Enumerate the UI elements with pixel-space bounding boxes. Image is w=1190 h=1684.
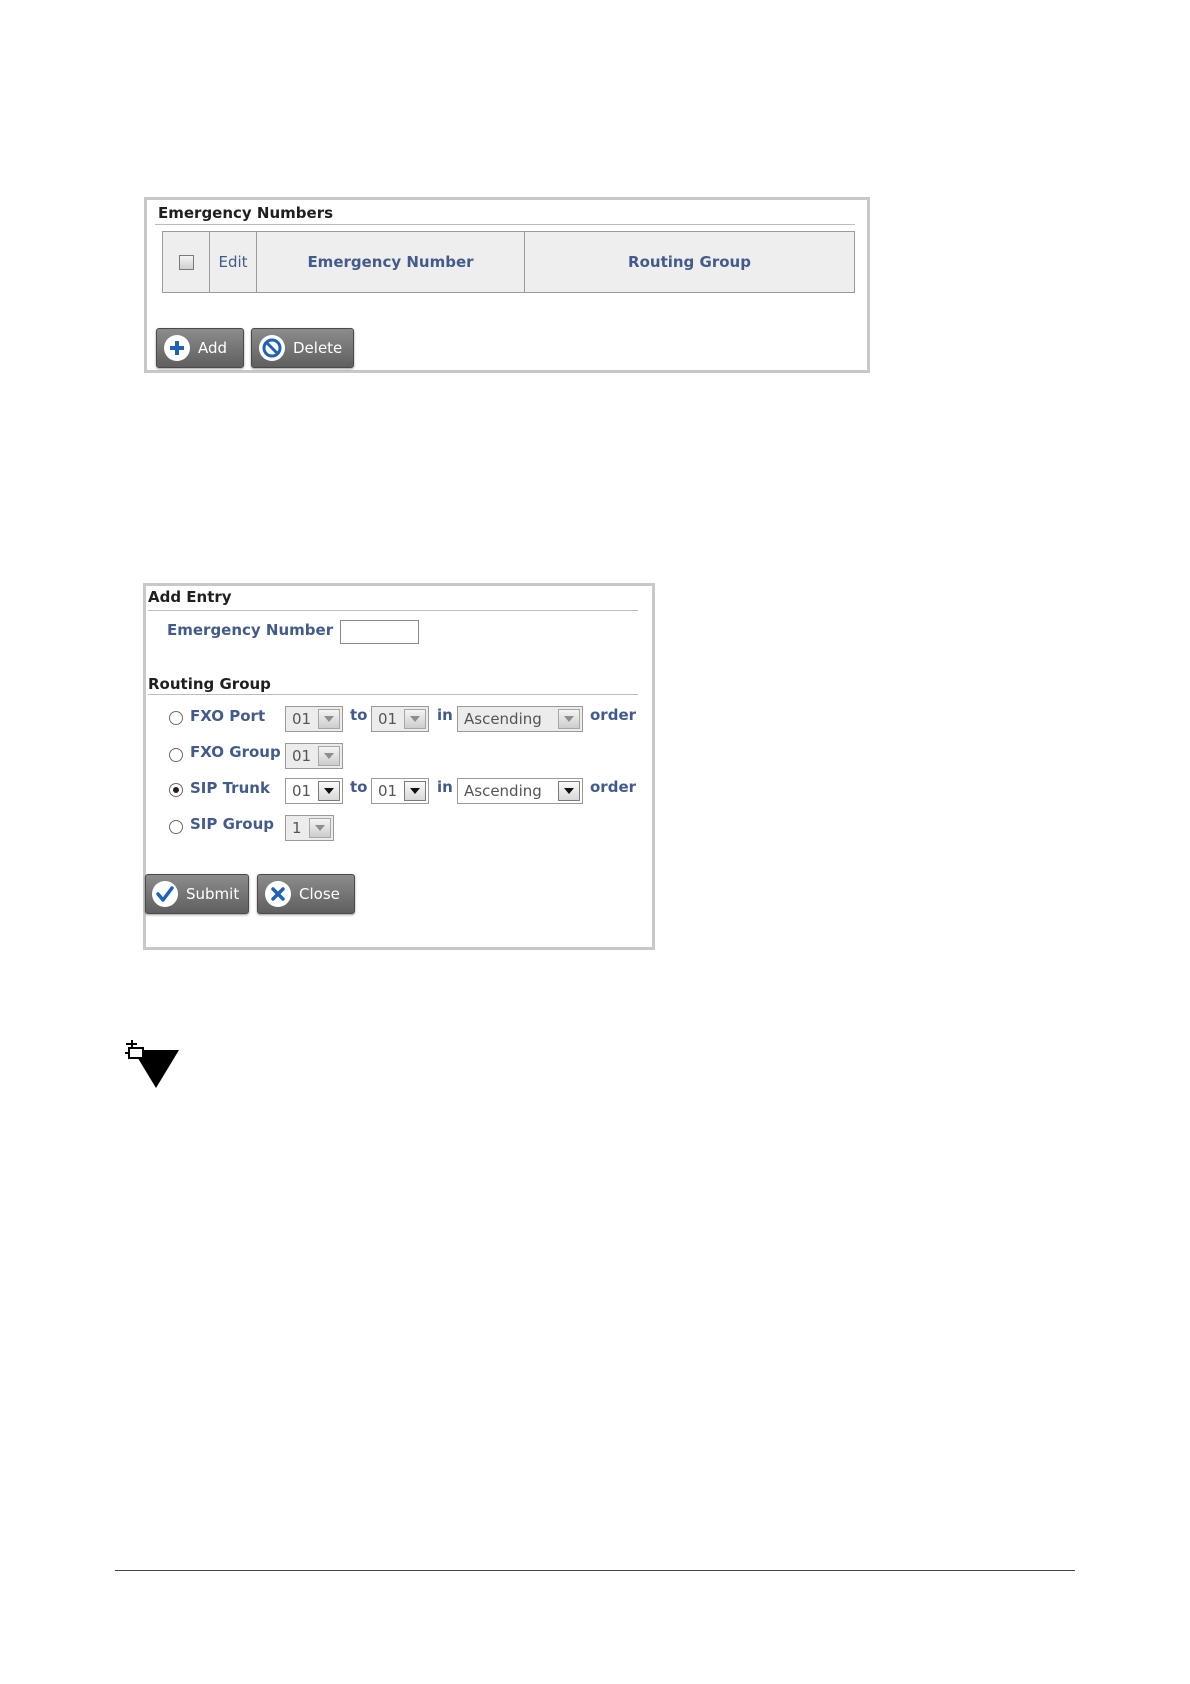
sip-trunk-from-select[interactable]	[285, 778, 343, 804]
delete-button[interactable]	[251, 328, 354, 368]
order-text: order	[590, 706, 637, 724]
fxo-port-from-select[interactable]	[285, 706, 343, 732]
fxo-port-label: FXO Port	[190, 707, 266, 725]
select-all-cell	[163, 232, 210, 292]
footer-divider	[115, 1570, 1075, 1571]
fxo-port-to-select[interactable]	[371, 706, 429, 732]
routing-group-title: Routing Group	[148, 675, 271, 693]
sip-group-select[interactable]	[285, 815, 334, 841]
add-entry-divider	[148, 610, 638, 611]
to-text: to	[350, 706, 368, 724]
close-button-label: Close	[299, 885, 340, 903]
sip-trunk-order-select[interactable]	[457, 778, 583, 804]
checkmark-icon	[152, 881, 178, 907]
chevron-down-icon	[318, 709, 340, 729]
sip-trunk-to-select[interactable]	[371, 778, 429, 804]
chevron-down-icon	[558, 709, 580, 729]
emergency-numbers-panel	[144, 197, 870, 373]
submit-button-label: Submit	[186, 885, 240, 903]
routing-group-divider	[148, 694, 638, 695]
add-button-label: Add	[198, 339, 228, 357]
select-value: 01	[292, 710, 312, 728]
fxo-group-select[interactable]	[285, 743, 343, 769]
select-value: 01	[292, 782, 312, 800]
chevron-down-icon	[404, 781, 426, 801]
x-icon	[265, 881, 291, 907]
submit-button[interactable]	[145, 874, 249, 914]
add-entry-panel	[143, 583, 655, 950]
select-value: 1	[292, 819, 302, 837]
panel-title: Emergency Numbers	[158, 204, 334, 222]
emergency-numbers-table	[162, 231, 855, 293]
fxo-group-radio[interactable]	[169, 748, 183, 762]
note-icon	[123, 1040, 181, 1092]
chevron-down-icon	[558, 781, 580, 801]
select-value: Ascending	[464, 782, 542, 800]
fxo-group-label: FXO Group	[190, 743, 281, 761]
checkbox-icon[interactable]	[179, 255, 194, 270]
add-entry-title: Add Entry	[148, 588, 232, 606]
fxo-port-radio[interactable]	[169, 711, 183, 725]
to-text: to	[350, 778, 368, 796]
in-text: in	[437, 706, 453, 724]
in-text: in	[437, 778, 453, 796]
select-value: 01	[378, 710, 398, 728]
chevron-down-icon	[309, 818, 331, 838]
sip-group-label: SIP Group	[190, 815, 275, 833]
sip-group-radio[interactable]	[169, 820, 183, 834]
chevron-down-icon	[318, 746, 340, 766]
delete-button-label: Delete	[293, 339, 343, 357]
add-button[interactable]	[156, 328, 244, 368]
no-entry-icon	[259, 335, 285, 361]
close-button[interactable]	[257, 874, 355, 914]
column-header-emergency-number[interactable]: Emergency Number	[257, 232, 525, 292]
chevron-down-icon	[404, 709, 426, 729]
column-header-edit: Edit	[210, 232, 257, 292]
plus-icon	[164, 335, 190, 361]
emergency-number-input[interactable]	[340, 620, 419, 644]
select-value: 01	[292, 747, 312, 765]
select-value: Ascending	[464, 710, 542, 728]
column-header-routing-group[interactable]: Routing Group	[628, 253, 751, 271]
chevron-down-icon	[318, 781, 340, 801]
emergency-number-label: Emergency Number	[167, 621, 334, 639]
title-divider	[155, 224, 855, 225]
sip-trunk-label: SIP Trunk	[190, 779, 270, 797]
order-text: order	[590, 778, 637, 796]
select-value: 01	[378, 782, 398, 800]
sip-trunk-radio[interactable]	[169, 783, 183, 797]
fxo-port-order-select[interactable]	[457, 706, 583, 732]
